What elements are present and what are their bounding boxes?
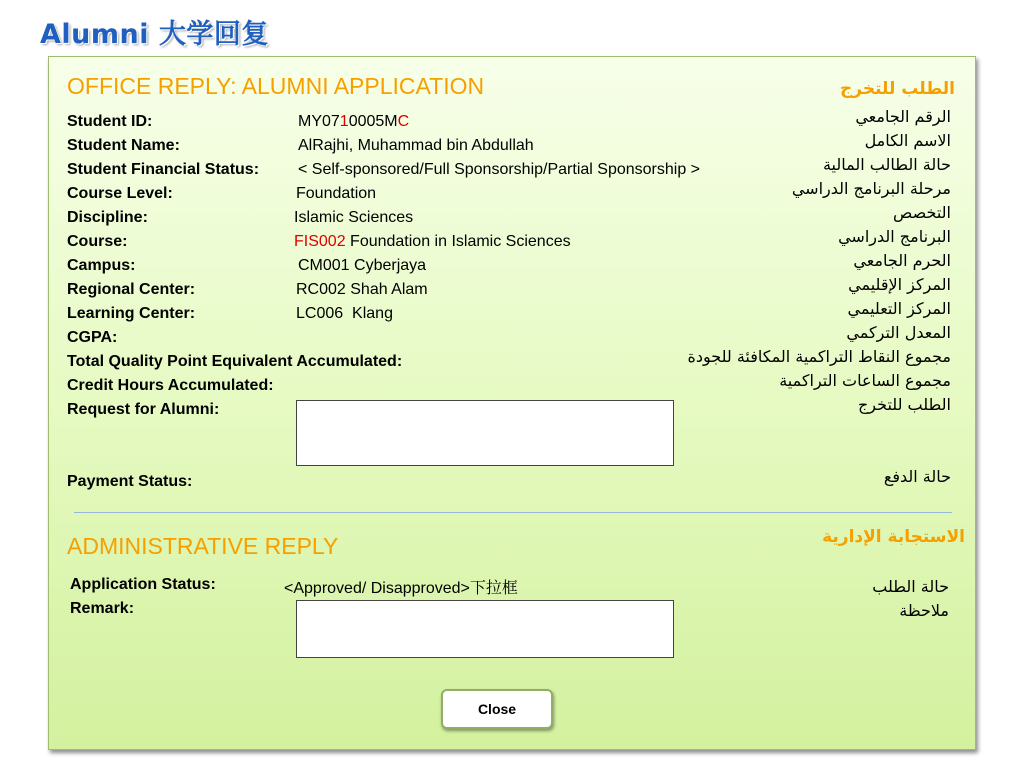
student-id-label-ar: الرقم الجامعي bbox=[855, 107, 951, 126]
credit-hours-label: Credit Hours Accumulated: bbox=[67, 377, 274, 394]
application-status-label: Application Status: bbox=[70, 576, 216, 593]
learning-center-label-ar: المركز التعليمي bbox=[847, 299, 951, 318]
admin-reply-title: ADMINISTRATIVE REPLY bbox=[67, 533, 339, 559]
total-quality-points-label: Total Quality Point Equivalent Accumulated: bbox=[67, 353, 403, 370]
payment-status-label: Payment Status: bbox=[67, 473, 193, 490]
request-for-alumni-input[interactable] bbox=[296, 400, 674, 466]
remark-input[interactable] bbox=[296, 600, 674, 658]
course-level-value: Foundation bbox=[296, 185, 377, 202]
campus-label: Campus: bbox=[67, 257, 136, 274]
section-divider bbox=[74, 512, 952, 513]
page-title: Alumni 大学回复 bbox=[40, 19, 269, 50]
request-for-alumni-label: Request for Alumni: bbox=[67, 401, 220, 418]
office-reply-title-ar: الطلب للتخرج bbox=[840, 79, 955, 99]
financial-status-value: < Self-sponsored/Full Sponsorship/Partial Sponsorship > bbox=[298, 161, 700, 178]
campus-value: CM001 Cyberjaya bbox=[298, 257, 427, 274]
financial-status-label: Student Financial Status: bbox=[67, 161, 260, 178]
total-quality-points-label-ar: مجموع النقاط التراكمية المكافئة للجودة bbox=[687, 347, 951, 366]
discipline-label: Discipline: bbox=[67, 209, 148, 226]
application-status-select[interactable]: <Approved/ Disapproved>下拉框 bbox=[284, 580, 518, 597]
close-button[interactable]: Close bbox=[441, 689, 553, 729]
learning-center-label: Learning Center: bbox=[67, 305, 196, 322]
course-level-label-ar: مرحلة البرنامج الدراسي bbox=[791, 179, 951, 198]
admin-reply-title-ar: الاستجابة الإدارية bbox=[822, 527, 965, 547]
course-label-ar: البرنامج الدراسي bbox=[838, 227, 951, 246]
credit-hours-label-ar: مجموع الساعات التراكمية bbox=[779, 371, 951, 390]
application-status-label-ar: حالة الطلب bbox=[872, 577, 949, 596]
discipline-value: Islamic Sciences bbox=[294, 209, 414, 226]
payment-status-label-ar: حالة الدفع bbox=[883, 467, 951, 486]
student-name-label-ar: الاسم الكامل bbox=[864, 131, 951, 150]
student-name-label: Student Name: bbox=[67, 137, 180, 154]
office-reply-title: OFFICE REPLY: ALUMNI APPLICATION bbox=[67, 73, 485, 99]
cgpa-label: CGPA: bbox=[67, 329, 118, 346]
request-for-alumni-label-ar: الطلب للتخرج bbox=[857, 395, 951, 414]
regional-center-label: Regional Center: bbox=[67, 281, 196, 298]
student-id-label: Student ID: bbox=[67, 113, 153, 130]
campus-label-ar: الحرم الجامعي bbox=[853, 251, 951, 270]
financial-status-label-ar: حالة الطالب المالية bbox=[822, 155, 951, 174]
regional-center-value: RC002 Shah Alam bbox=[296, 281, 428, 298]
student-name-value: AlRajhi, Muhammad bin Abdullah bbox=[298, 137, 534, 154]
regional-center-label-ar: المركز الإقليمي bbox=[848, 275, 951, 294]
course-label: Course: bbox=[67, 233, 128, 250]
remark-label-ar: ملاحظة bbox=[899, 601, 949, 620]
office-reply-panel bbox=[48, 56, 976, 750]
course-level-label: Course Level: bbox=[67, 185, 173, 202]
course-code: FIS002 bbox=[294, 233, 346, 250]
remark-label: Remark: bbox=[70, 600, 135, 617]
cgpa-label-ar: المعدل التركمي bbox=[846, 323, 951, 342]
student-id-value: MY0710005MC bbox=[298, 113, 410, 130]
course-value: FIS002 Foundation in Islamic Sciences bbox=[294, 233, 571, 250]
discipline-label-ar: التخصص bbox=[893, 203, 951, 222]
learning-center-value: LC006 Klang bbox=[296, 305, 393, 322]
